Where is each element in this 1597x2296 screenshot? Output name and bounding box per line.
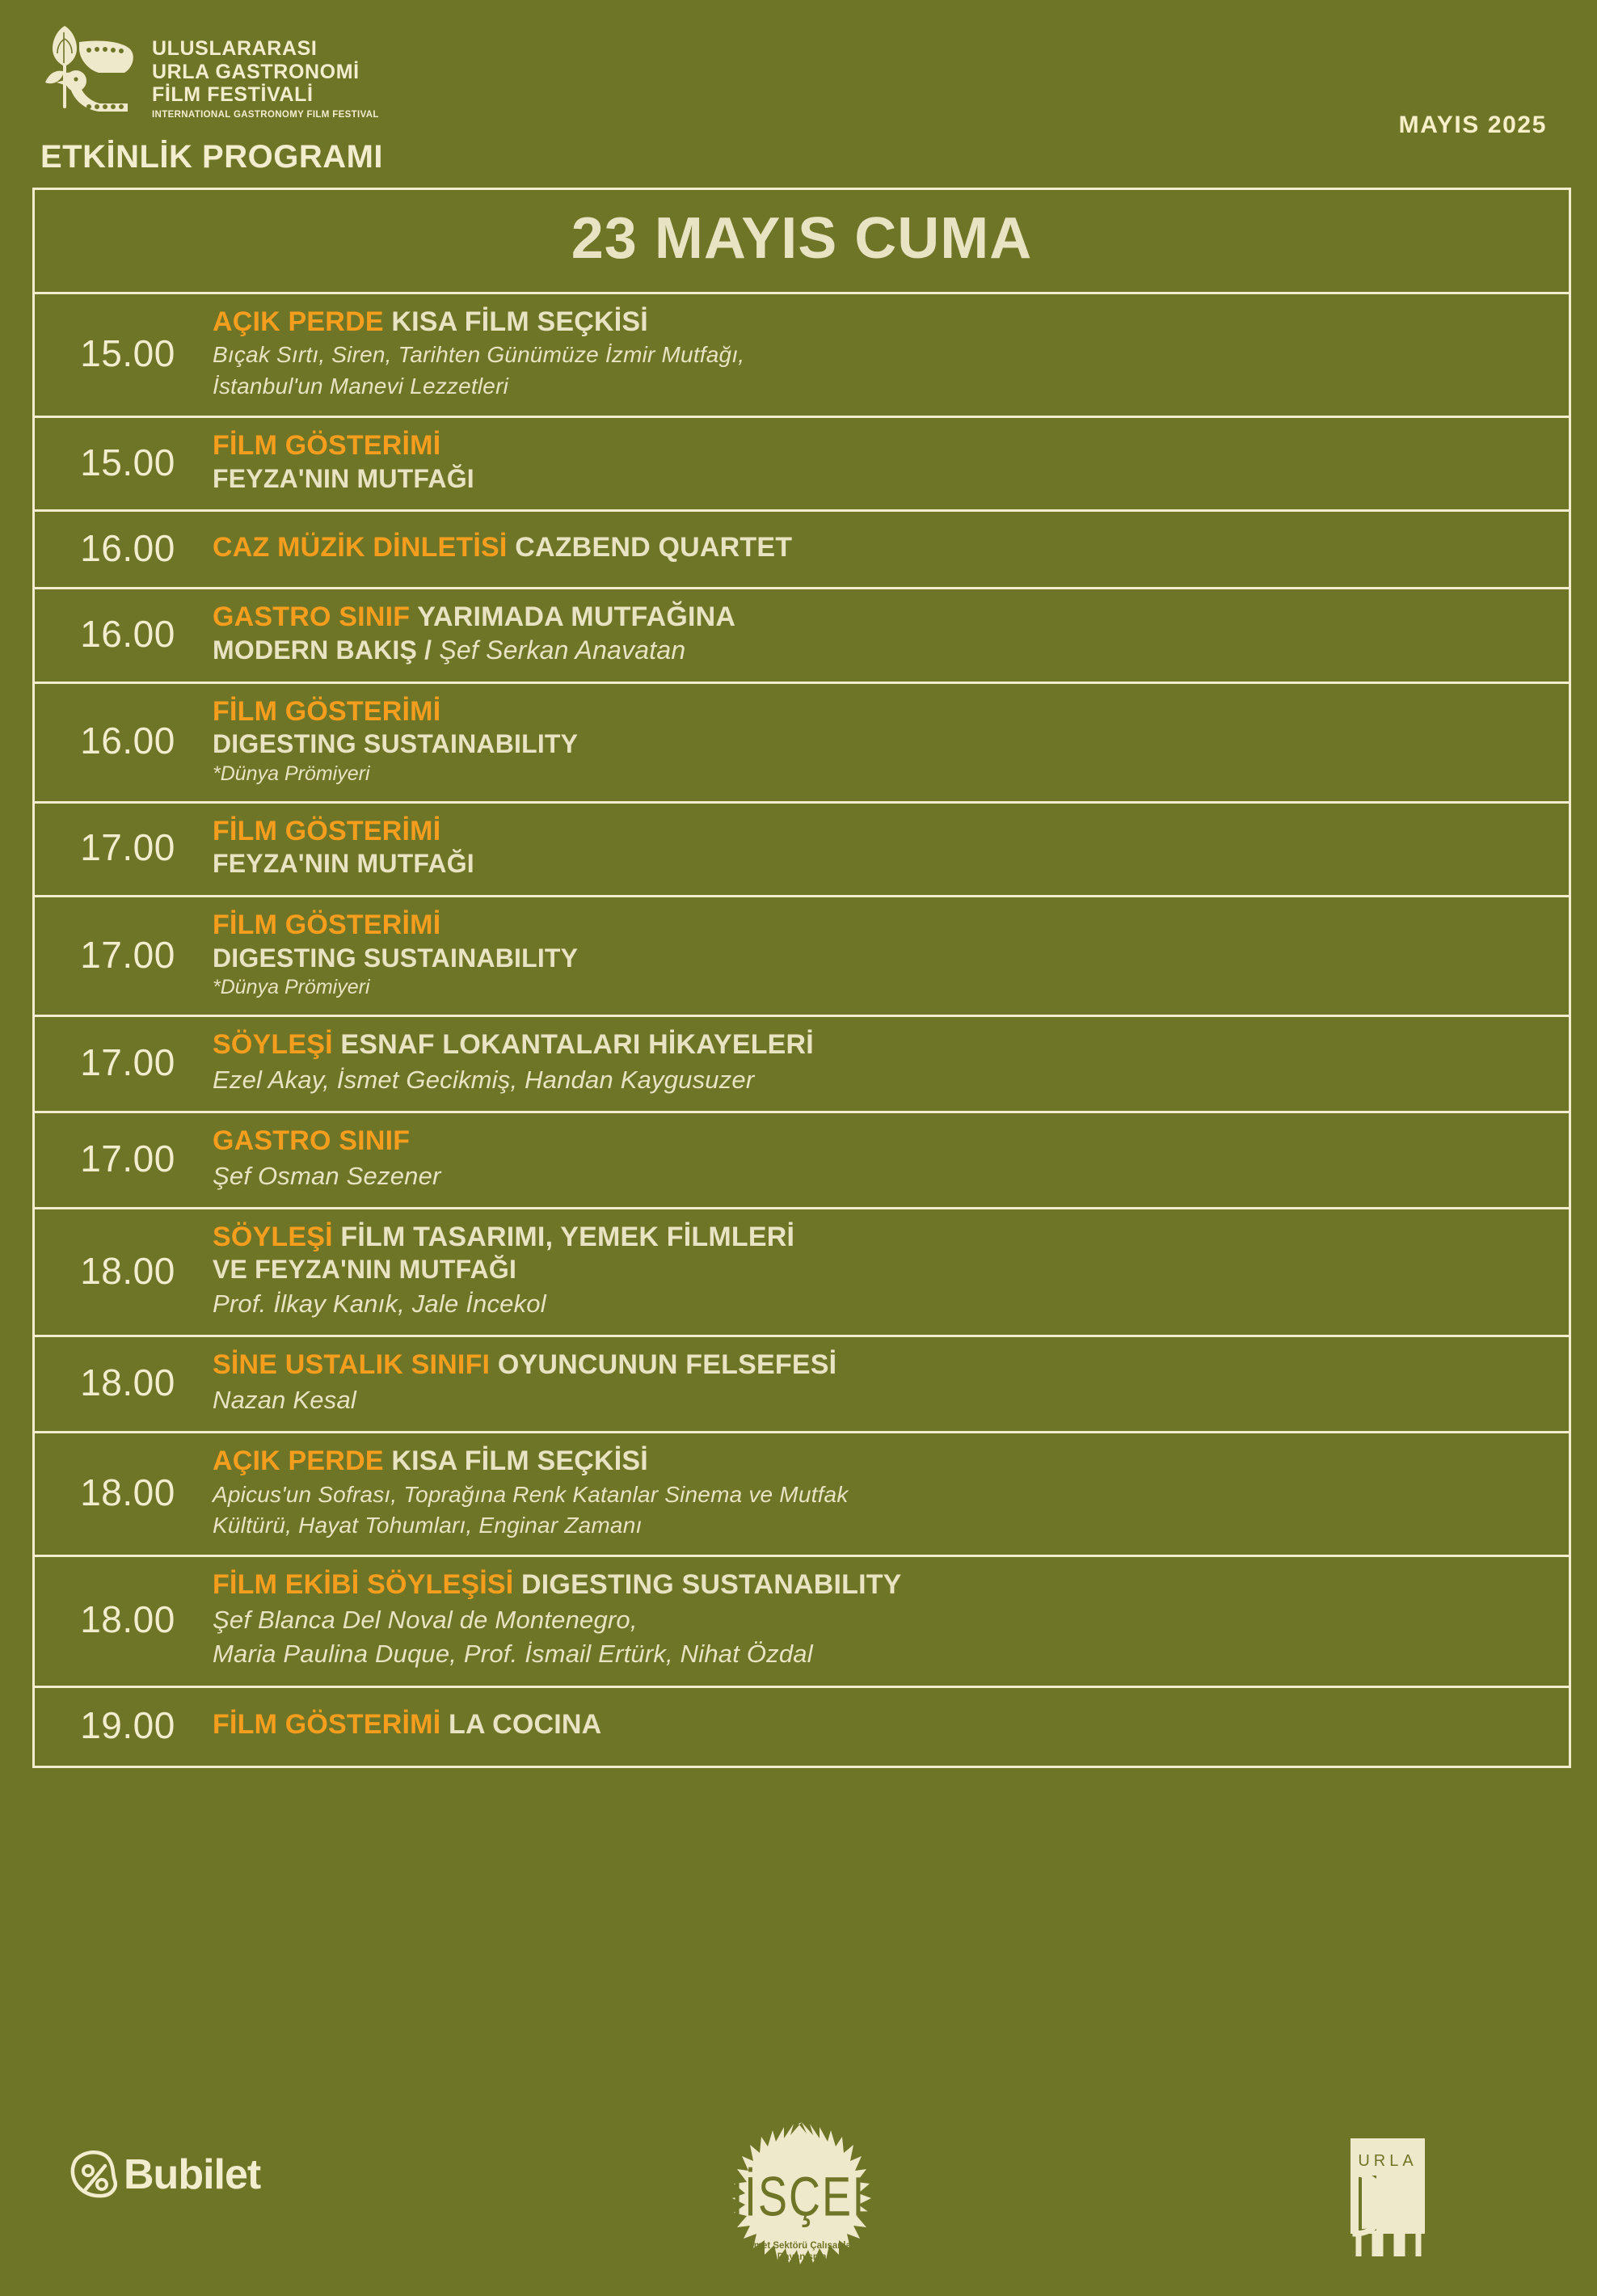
row-time: 16.00 xyxy=(80,612,175,655)
schedule-row[interactable] xyxy=(35,294,1569,418)
schedule-row[interactable] xyxy=(35,418,1569,512)
row-category-tag: SÖYLEŞİ xyxy=(213,1221,333,1252)
bubilet-ticket-percent-icon xyxy=(69,2150,120,2200)
schedule-row[interactable] xyxy=(35,804,1569,897)
row-content-cell xyxy=(213,1557,1569,1685)
row-headline xyxy=(213,695,1544,728)
row-time-cell xyxy=(35,1037,213,1091)
row-subtitle xyxy=(213,943,1544,975)
row-content-cell xyxy=(213,1337,1569,1431)
row-category-tag: FİLM GÖSTERİMİ xyxy=(213,1708,441,1740)
schedule-rows-container xyxy=(35,294,1569,1766)
program-title: ETKİNLİK PROGRAMI xyxy=(40,139,384,175)
row-time: 16.00 xyxy=(80,526,175,569)
schedule-row[interactable] xyxy=(35,1113,1569,1209)
row-category-tag: SÖYLEŞİ xyxy=(213,1029,333,1061)
row-time: 15.00 xyxy=(80,441,175,483)
row-content-cell xyxy=(213,804,1569,895)
row-description-line: Kültürü, Hayat Tohumları, Enginar Zamanı xyxy=(213,1513,643,1538)
row-subtitle-text: MODERN BAKIŞ / xyxy=(213,635,440,665)
schedule-row[interactable] xyxy=(35,1688,1569,1766)
row-headline-rest: ESNAF LOKANTALARI HİKAYELERİ xyxy=(332,1029,814,1061)
row-category-tag: GASTRO SINIF xyxy=(213,601,411,633)
row-description-line: Ezel Akay, İsmet Gecikmiş, Handan Kaygusuzer xyxy=(213,1065,755,1094)
row-time-cell xyxy=(35,328,213,382)
row-time-cell xyxy=(35,822,213,876)
brand-block xyxy=(40,19,1550,120)
row-category-tag: AÇIK PERDE xyxy=(213,1446,384,1477)
row-time: 17.00 xyxy=(80,1041,175,1084)
urla-dam-icon xyxy=(1344,2135,1438,2273)
row-headline-rest: DIGESTING SUSTANABILITY xyxy=(513,1569,902,1601)
row-time-cell xyxy=(35,1700,213,1754)
row-headline-rest: LA COCINA xyxy=(440,1708,602,1740)
row-headline xyxy=(213,1221,1544,1254)
row-category-tag: CAZ MÜZİK DİNLETİSİ xyxy=(213,532,508,563)
row-time: 15.00 xyxy=(80,332,175,375)
sponsor-logo-urla-dam[interactable] xyxy=(1344,2135,1438,2277)
row-headline xyxy=(213,1445,1544,1478)
bubilet-wordmark: Bubilet xyxy=(124,2151,261,2198)
row-time-cell xyxy=(35,523,213,576)
row-note: *Dünya Prömiyeri xyxy=(213,976,370,999)
row-headline-rest: FİLM TASARIMI, YEMEK FİLMLERİ xyxy=(332,1221,795,1252)
poster-header xyxy=(0,0,1597,186)
row-time: 18.00 xyxy=(80,1361,175,1404)
row-description-line: Maria Paulina Duque, Prof. İsmail Ertürk, Nihat Özdal xyxy=(213,1640,813,1669)
row-description-line: Nazan Kesal xyxy=(213,1385,356,1414)
row-subtitle xyxy=(213,463,1544,496)
row-category-tag: FİLM GÖSTERİMİ xyxy=(213,910,441,941)
row-headline xyxy=(213,1125,1544,1158)
row-time-cell xyxy=(35,1246,213,1299)
row-headline xyxy=(213,909,1544,942)
row-subtitle-person: Şef Serkan Anavatan xyxy=(439,635,686,665)
row-category-tag: AÇIK PERDE xyxy=(213,306,384,337)
header-date-badge: MAYIS 2025 xyxy=(1398,112,1547,138)
brand-text-block xyxy=(152,19,379,120)
row-description-line: Şef Osman Sezener xyxy=(213,1161,441,1190)
schedule-table xyxy=(32,188,1571,1768)
row-time-cell xyxy=(35,1467,213,1521)
row-time: 17.00 xyxy=(80,1137,175,1180)
row-time: 19.00 xyxy=(80,1703,175,1746)
brand-line-2: URLA GASTRONOMİ xyxy=(152,60,360,83)
sponsor-logo-hisced[interactable] xyxy=(718,2121,879,2296)
row-subtitle-text: FEYZA'NIN MUTFAĞI xyxy=(213,849,474,879)
row-time: 18.00 xyxy=(80,1471,175,1514)
row-category-tag: FİLM GÖSTERİMİ xyxy=(213,430,441,462)
row-headline-rest: YARIMADA MUTFAĞINA xyxy=(410,601,736,633)
row-content-cell xyxy=(213,1433,1569,1555)
row-time-cell xyxy=(35,1133,213,1187)
row-subtitle-text: VE FEYZA'NIN MUTFAĞI xyxy=(213,1255,517,1285)
row-headline xyxy=(213,429,1544,462)
poster-footer xyxy=(0,2122,1597,2296)
row-headline-rest: KISA FİLM SEÇKİSİ xyxy=(383,306,648,337)
row-content-cell xyxy=(213,1209,1569,1335)
row-headline xyxy=(213,1028,1544,1061)
row-category-tag: GASTRO SINIF xyxy=(213,1125,411,1157)
day-title-row xyxy=(35,190,1569,294)
row-description-line: İstanbul'un Manevi Lezzetleri xyxy=(213,373,509,399)
row-headline-rest: KISA FİLM SEÇKİSİ xyxy=(383,1446,648,1477)
row-time-cell xyxy=(35,437,213,491)
row-headline-rest: CAZBEND QUARTET xyxy=(507,532,793,563)
row-subtitle xyxy=(213,848,1544,880)
row-category-tag: FİLM GÖSTERİMİ xyxy=(213,695,441,727)
row-time: 18.00 xyxy=(80,1598,175,1641)
row-headline xyxy=(213,601,1544,634)
row-category-tag: FİLM GÖSTERİMİ xyxy=(213,815,441,846)
schedule-row[interactable] xyxy=(35,1209,1569,1337)
brand-subtitle: INTERNATIONAL GASTRONOMY FILM FESTIVAL xyxy=(152,109,379,120)
row-headline xyxy=(213,531,1544,564)
row-subtitle-text: FEYZA'NIN MUTFAĞI xyxy=(213,463,474,493)
row-category-tag: FİLM EKİBİ SÖYLEŞİSİ xyxy=(213,1569,514,1601)
schedule-row[interactable] xyxy=(35,512,1569,589)
row-headline xyxy=(213,306,1544,339)
row-subtitle xyxy=(213,635,1544,667)
schedule-row[interactable] xyxy=(35,1557,1569,1687)
row-content-cell xyxy=(213,1697,1569,1756)
row-headline-rest: OYUNCUNUN FELSEFESİ xyxy=(490,1349,837,1381)
row-time-cell xyxy=(35,609,213,662)
schedule-row[interactable] xyxy=(35,1433,1569,1557)
row-time-cell xyxy=(35,1357,213,1411)
row-subtitle-text: DIGESTING SUSTAINABILITY xyxy=(213,943,579,973)
row-headline xyxy=(213,815,1544,848)
sponsor-logo-bubilet[interactable] xyxy=(69,2150,260,2200)
schedule-row[interactable] xyxy=(35,589,1569,683)
row-time-cell xyxy=(35,715,213,769)
row-time: 16.00 xyxy=(80,720,175,762)
schedule-row[interactable] xyxy=(35,1017,1569,1113)
row-subtitle xyxy=(213,728,1544,761)
row-description-line: Prof. İlkay Kanık, Jale İncekol xyxy=(213,1289,546,1319)
row-content-cell xyxy=(213,1113,1569,1207)
row-subtitle-text: DIGESTING SUSTAINABILITY xyxy=(213,729,579,758)
row-content-cell xyxy=(213,589,1569,681)
brand-line-3: FİLM FESTİVALİ xyxy=(152,83,314,106)
row-time: 17.00 xyxy=(80,933,175,976)
brand-line-1: ULUSLARARASI xyxy=(152,37,318,60)
schedule-row[interactable] xyxy=(35,684,1569,804)
row-content-cell xyxy=(213,684,1569,801)
row-content-cell xyxy=(213,897,1569,1015)
row-description-line: Şef Blanca Del Noval de Montenegro, xyxy=(213,1605,638,1634)
day-title: 23 MAYIS CUMA xyxy=(571,206,1033,271)
row-content-cell xyxy=(213,294,1569,416)
row-content-cell xyxy=(213,520,1569,579)
row-description-line: Bıçak Sırtı, Siren, Tarihten Günümüze İzmir Mutfağı, xyxy=(213,342,745,368)
row-time-cell xyxy=(35,930,213,983)
urla-wordmark: URLA xyxy=(1358,2152,1418,2170)
row-time-cell xyxy=(35,1594,213,1648)
row-headline xyxy=(213,1568,1544,1602)
hisced-subline-2: Eğitim ve Dayanışma Derneği xyxy=(733,2252,864,2262)
hisced-subline-1: Hizmet Sektörü Çalışanları xyxy=(740,2241,857,2251)
row-note: *Dünya Prömiyeri xyxy=(213,762,370,785)
row-headline xyxy=(213,1708,1544,1741)
row-headline xyxy=(213,1348,1544,1382)
festival-bird-and-wheat-logo-icon xyxy=(40,23,137,118)
row-subtitle xyxy=(213,1254,1544,1286)
svg-text:HİSÇED: HİSÇED xyxy=(718,2166,879,2229)
row-description-line: Apicus'un Sofrası, Toprağına Renk Katanlar Sinema ve Mutfak xyxy=(213,1481,849,1507)
schedule-row[interactable] xyxy=(35,897,1569,1017)
row-content-cell xyxy=(213,1017,1569,1111)
schedule-row[interactable] xyxy=(35,1337,1569,1433)
row-content-cell xyxy=(213,418,1569,509)
hisced-starburst-icon xyxy=(718,2121,879,2294)
row-time: 18.00 xyxy=(80,1249,175,1292)
row-time: 17.00 xyxy=(80,826,175,869)
row-category-tag: SİNE USTALIK SINIFI xyxy=(213,1349,491,1381)
